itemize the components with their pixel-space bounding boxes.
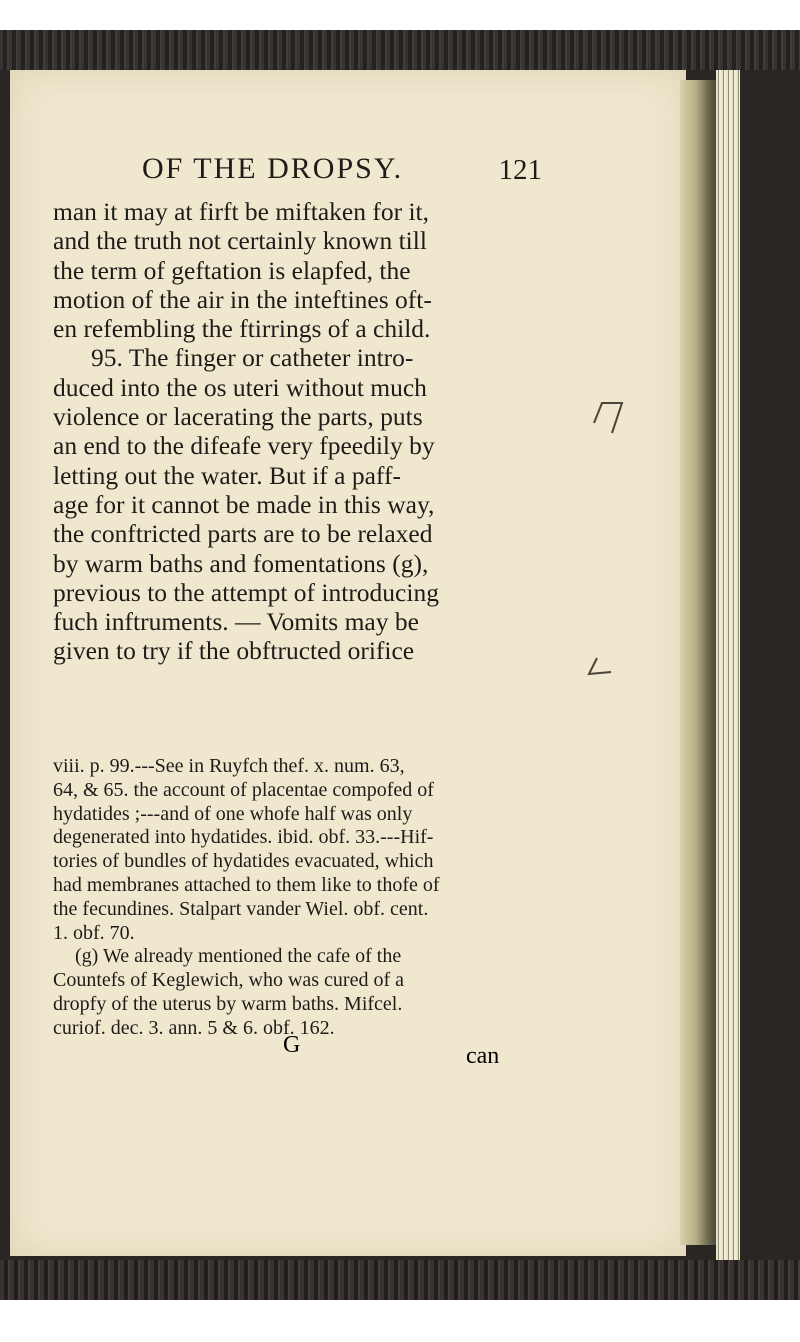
footnote-line: tories of bundles of hydatides evacuated, which	[53, 850, 434, 873]
text-line: duced into the os uteri without much	[53, 372, 427, 402]
text-line: fuch inftruments. — Vomits may be	[53, 607, 419, 637]
text-line: given to try if the obftructed orifice	[53, 636, 415, 666]
text-line: 95. The finger or catheter intro-	[91, 343, 414, 373]
running-header	[142, 152, 542, 192]
page-number: 121	[498, 154, 542, 186]
footnotes	[53, 755, 553, 1041]
text-line: age for it cannot be made in this way,	[53, 489, 435, 519]
footnote-line: 1. obf. 70.	[53, 921, 135, 944]
text-line: and the truth not certainly known till	[53, 226, 427, 256]
page-edges	[716, 70, 740, 1260]
footnote-line: 64, & 65. the account of placentae compofed of	[53, 778, 434, 801]
footnote-line: had membranes attached to them like to thofe of	[53, 873, 440, 896]
text-line: the conftricted parts are to be relaxed	[53, 519, 433, 549]
margin-annotation-bracket	[588, 393, 628, 437]
text-line: man it may at firft be miftaken for it,	[53, 197, 430, 226]
text-line: motion of the air in the inteftines oft-	[53, 284, 432, 314]
text-line: en refembling the ftirrings of a child.	[53, 314, 431, 344]
footnote-line: dropfy of the uterus by warm baths. Mifcel.	[53, 992, 403, 1015]
footnote-line: (g) We already mentioned the cafe of the	[75, 945, 402, 968]
catchword: can	[466, 1043, 500, 1069]
text-line: the term of geftation is elapfed, the	[53, 255, 411, 285]
footnote-line: degenerated into hydatides. ibid. obf. 33.---Hif-	[53, 826, 434, 849]
text-line: violence or lacerating the parts, puts	[53, 402, 423, 432]
text-line: letting out the water. But if a paff-	[53, 460, 401, 490]
footnote-line: Countefs of Keglewich, who was cured of a	[53, 969, 405, 992]
footnote-line: curiof. dec. 3. ann. 5 & 6. obf. 162.	[53, 1016, 335, 1039]
text-line: by warm baths and fomentations (g),	[53, 548, 429, 578]
text-line: previous to the attempt of introducing	[53, 577, 439, 607]
text-line: an end to the difeafe very fpeedily by	[53, 431, 435, 461]
footnote-line: the fecundines. Stalpart vander Wiel. obf. cent.	[53, 897, 429, 920]
footnote-line: hydatides ;---and of one whofe half was only	[53, 802, 413, 825]
page-gutter	[680, 80, 720, 1245]
main-text	[53, 197, 553, 666]
running-title: OF THE DROPSY.	[142, 152, 404, 185]
margin-annotation-mark	[583, 652, 617, 682]
signature-mark: G	[283, 1032, 301, 1058]
footnote-line: viii. p. 99.---See in Ruyfch thef. x. num. 63,	[53, 755, 405, 777]
